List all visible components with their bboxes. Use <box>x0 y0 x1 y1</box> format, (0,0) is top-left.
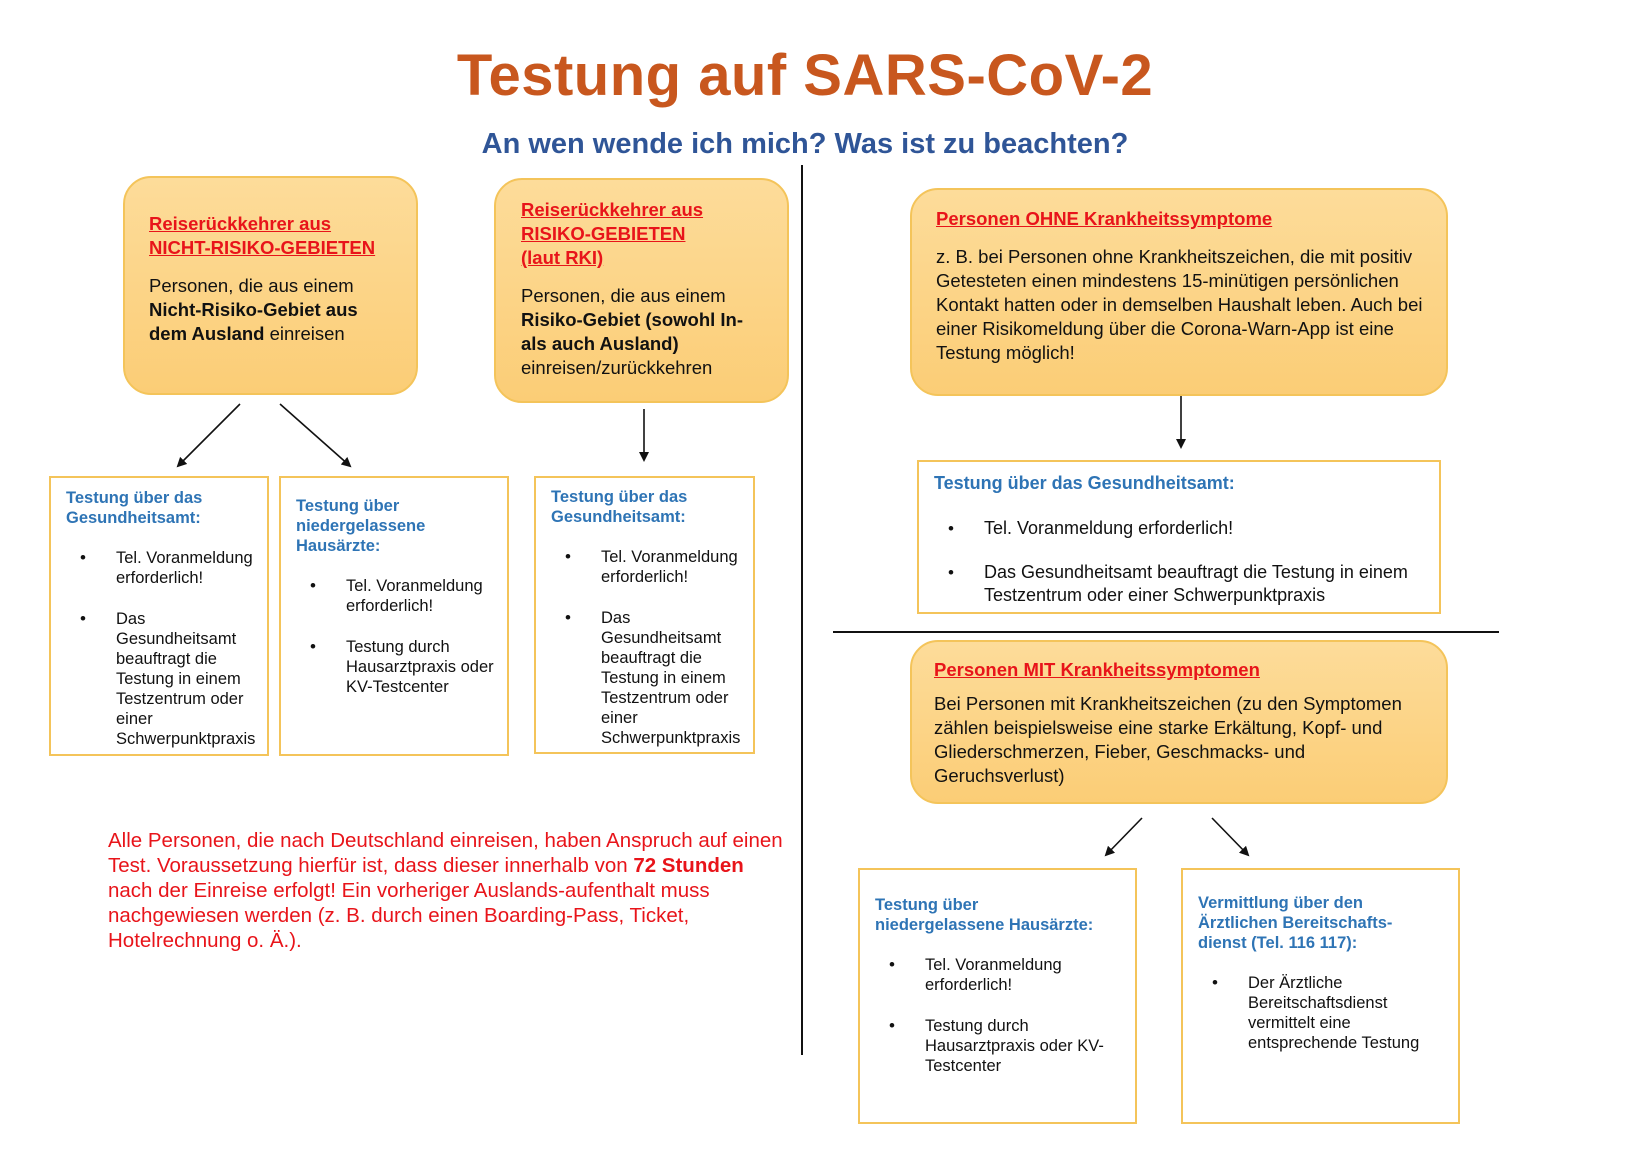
nonrisk-text: Personen, die aus einem Nicht-Risiko-Gebiet aus dem Ausland einreisen <box>149 275 358 344</box>
left-gesundheitsamt-box-1 <box>49 476 269 756</box>
list-item: • Tel. Voranmeldung erforderlich! <box>934 517 1429 540</box>
no-symptoms-text: z. B. bei Personen ohne Krankheitszeichen, die mit positiv Getesteten einen mindestens 15-minütigen persönlichen Kontakt hatten oder in demselben Haushalt leben. Auch bei einer Risikomeldung über die Corona-Warn-App ist eine Testung möglich! <box>936 246 1423 363</box>
with-symptoms-box <box>910 640 1448 804</box>
with-symptoms-text: Bei Personen mit Krankheitszeichen (zu den Symptomen zählen beispielsweise eine starke Erkältung, Kopf- und Gliederschmerzen, Fieber, Geschmacks- und Geruchsverlust) <box>934 693 1402 786</box>
list-item: • Testung durch Hausarztpraxis oder KV-Testcenter <box>875 1016 1125 1076</box>
risk-heading: Reiserückkehrer aus RISIKO-GEBIETEN (laut RKI) <box>521 199 704 268</box>
left-gesundheitsamt-2-list <box>551 547 745 748</box>
page-title: Testung auf SARS-CoV-2 <box>456 43 1154 108</box>
risk-travelers-box <box>494 178 789 403</box>
arrow-with-symptoms-to-bereitschaftsdienst <box>1212 818 1248 855</box>
nonrisk-travelers-box <box>123 176 418 395</box>
right-gesundheitsamt-heading: Testung über das Gesundheitsamt: <box>934 473 1235 493</box>
right-hausaerzte-box <box>858 868 1137 1124</box>
page-subtitle: An wen wende ich mich? Was ist zu beachten? <box>481 128 1129 160</box>
bereitschaftsdienst-box <box>1181 868 1460 1124</box>
no-symptoms-box <box>910 188 1448 396</box>
left-gesundheitsamt-1-heading: Testung über das Gesundheitsamt: <box>66 489 203 527</box>
horizontal-divider <box>833 631 1499 633</box>
list-item: • Tel. Voranmeldung erforderlich! <box>296 576 499 616</box>
list-item: • Der Ärztliche Bereitschaftsdienst vermittelt eine entsprechende Testung <box>1198 973 1448 1053</box>
left-gesundheitsamt-box-2 <box>534 476 755 754</box>
left-gesundheitsamt-2-heading: Testung über das Gesundheitsamt: <box>551 488 688 526</box>
right-gesundheitsamt-box <box>917 460 1441 614</box>
arrow-nonrisk-to-hausaerzte <box>280 404 350 466</box>
right-hausaerzte-list <box>875 955 1125 1076</box>
list-item: • Das Gesundheitsamt beauftragt die Testung in einem Testzentrum oder einer Schwerpunktpraxis <box>66 609 259 749</box>
left-gesundheitsamt-1-list <box>66 548 259 749</box>
right-gesundheitsamt-list <box>934 517 1429 607</box>
list-item: • Das Gesundheitsamt beauftragt die Testung in einem Testzentrum oder einer Schwerpunktpraxis <box>551 608 745 748</box>
vertical-divider <box>801 165 803 1055</box>
arrow-nonrisk-to-gesundheitsamt <box>178 404 240 466</box>
risk-text: Personen, die aus einem Risiko-Gebiet (sowohl In- als auch Ausland) einreisen/zurückkehren <box>521 285 744 378</box>
list-item: • Tel. Voranmeldung erforderlich! <box>551 547 745 587</box>
entry-test-note: Alle Personen, die nach Deutschland einreisen, haben Anspruch auf einen Test. Voraussetzung hierfür ist, dass dieser innerhalb von 72 Stunden nach der Einreise erfolgt! Ein vorheriger Auslands-aufenthalt muss nachgewiesen werden (z. B. durch einen Boarding-Pass, Ticket, Hotelrechnung o. Ä.). <box>108 829 783 952</box>
left-hausaerzte-list <box>296 576 499 697</box>
no-symptoms-heading: Personen OHNE Krankheitssymptome <box>936 208 1273 229</box>
bereitschaftsdienst-list <box>1198 973 1448 1053</box>
list-item: • Das Gesundheitsamt beauftragt die Testung in einem Testzentrum oder einer Schwerpunktpraxis <box>934 561 1429 607</box>
nonrisk-heading: Reiserückkehrer aus NICHT-RISIKO-GEBIETEN <box>149 213 376 258</box>
list-item: • Tel. Voranmeldung erforderlich! <box>66 548 259 588</box>
list-item: • Tel. Voranmeldung erforderlich! <box>875 955 1125 995</box>
bereitschaftsdienst-heading: Vermittlung über den Ärztlichen Bereitschafts- dienst (Tel. 116 117): <box>1198 894 1393 952</box>
left-hausaerzte-heading: Testung über niedergelassene Hausärzte: <box>296 497 426 555</box>
right-hausaerzte-heading: Testung über niedergelassene Hausärzte: <box>875 896 1094 934</box>
list-item: • Testung durch Hausarztpraxis oder KV-Testcenter <box>296 637 499 697</box>
left-hausaerzte-box <box>279 476 509 756</box>
with-symptoms-heading: Personen MIT Krankheitssymptomen <box>934 659 1260 680</box>
arrow-with-symptoms-to-hausaerzte <box>1106 818 1142 855</box>
